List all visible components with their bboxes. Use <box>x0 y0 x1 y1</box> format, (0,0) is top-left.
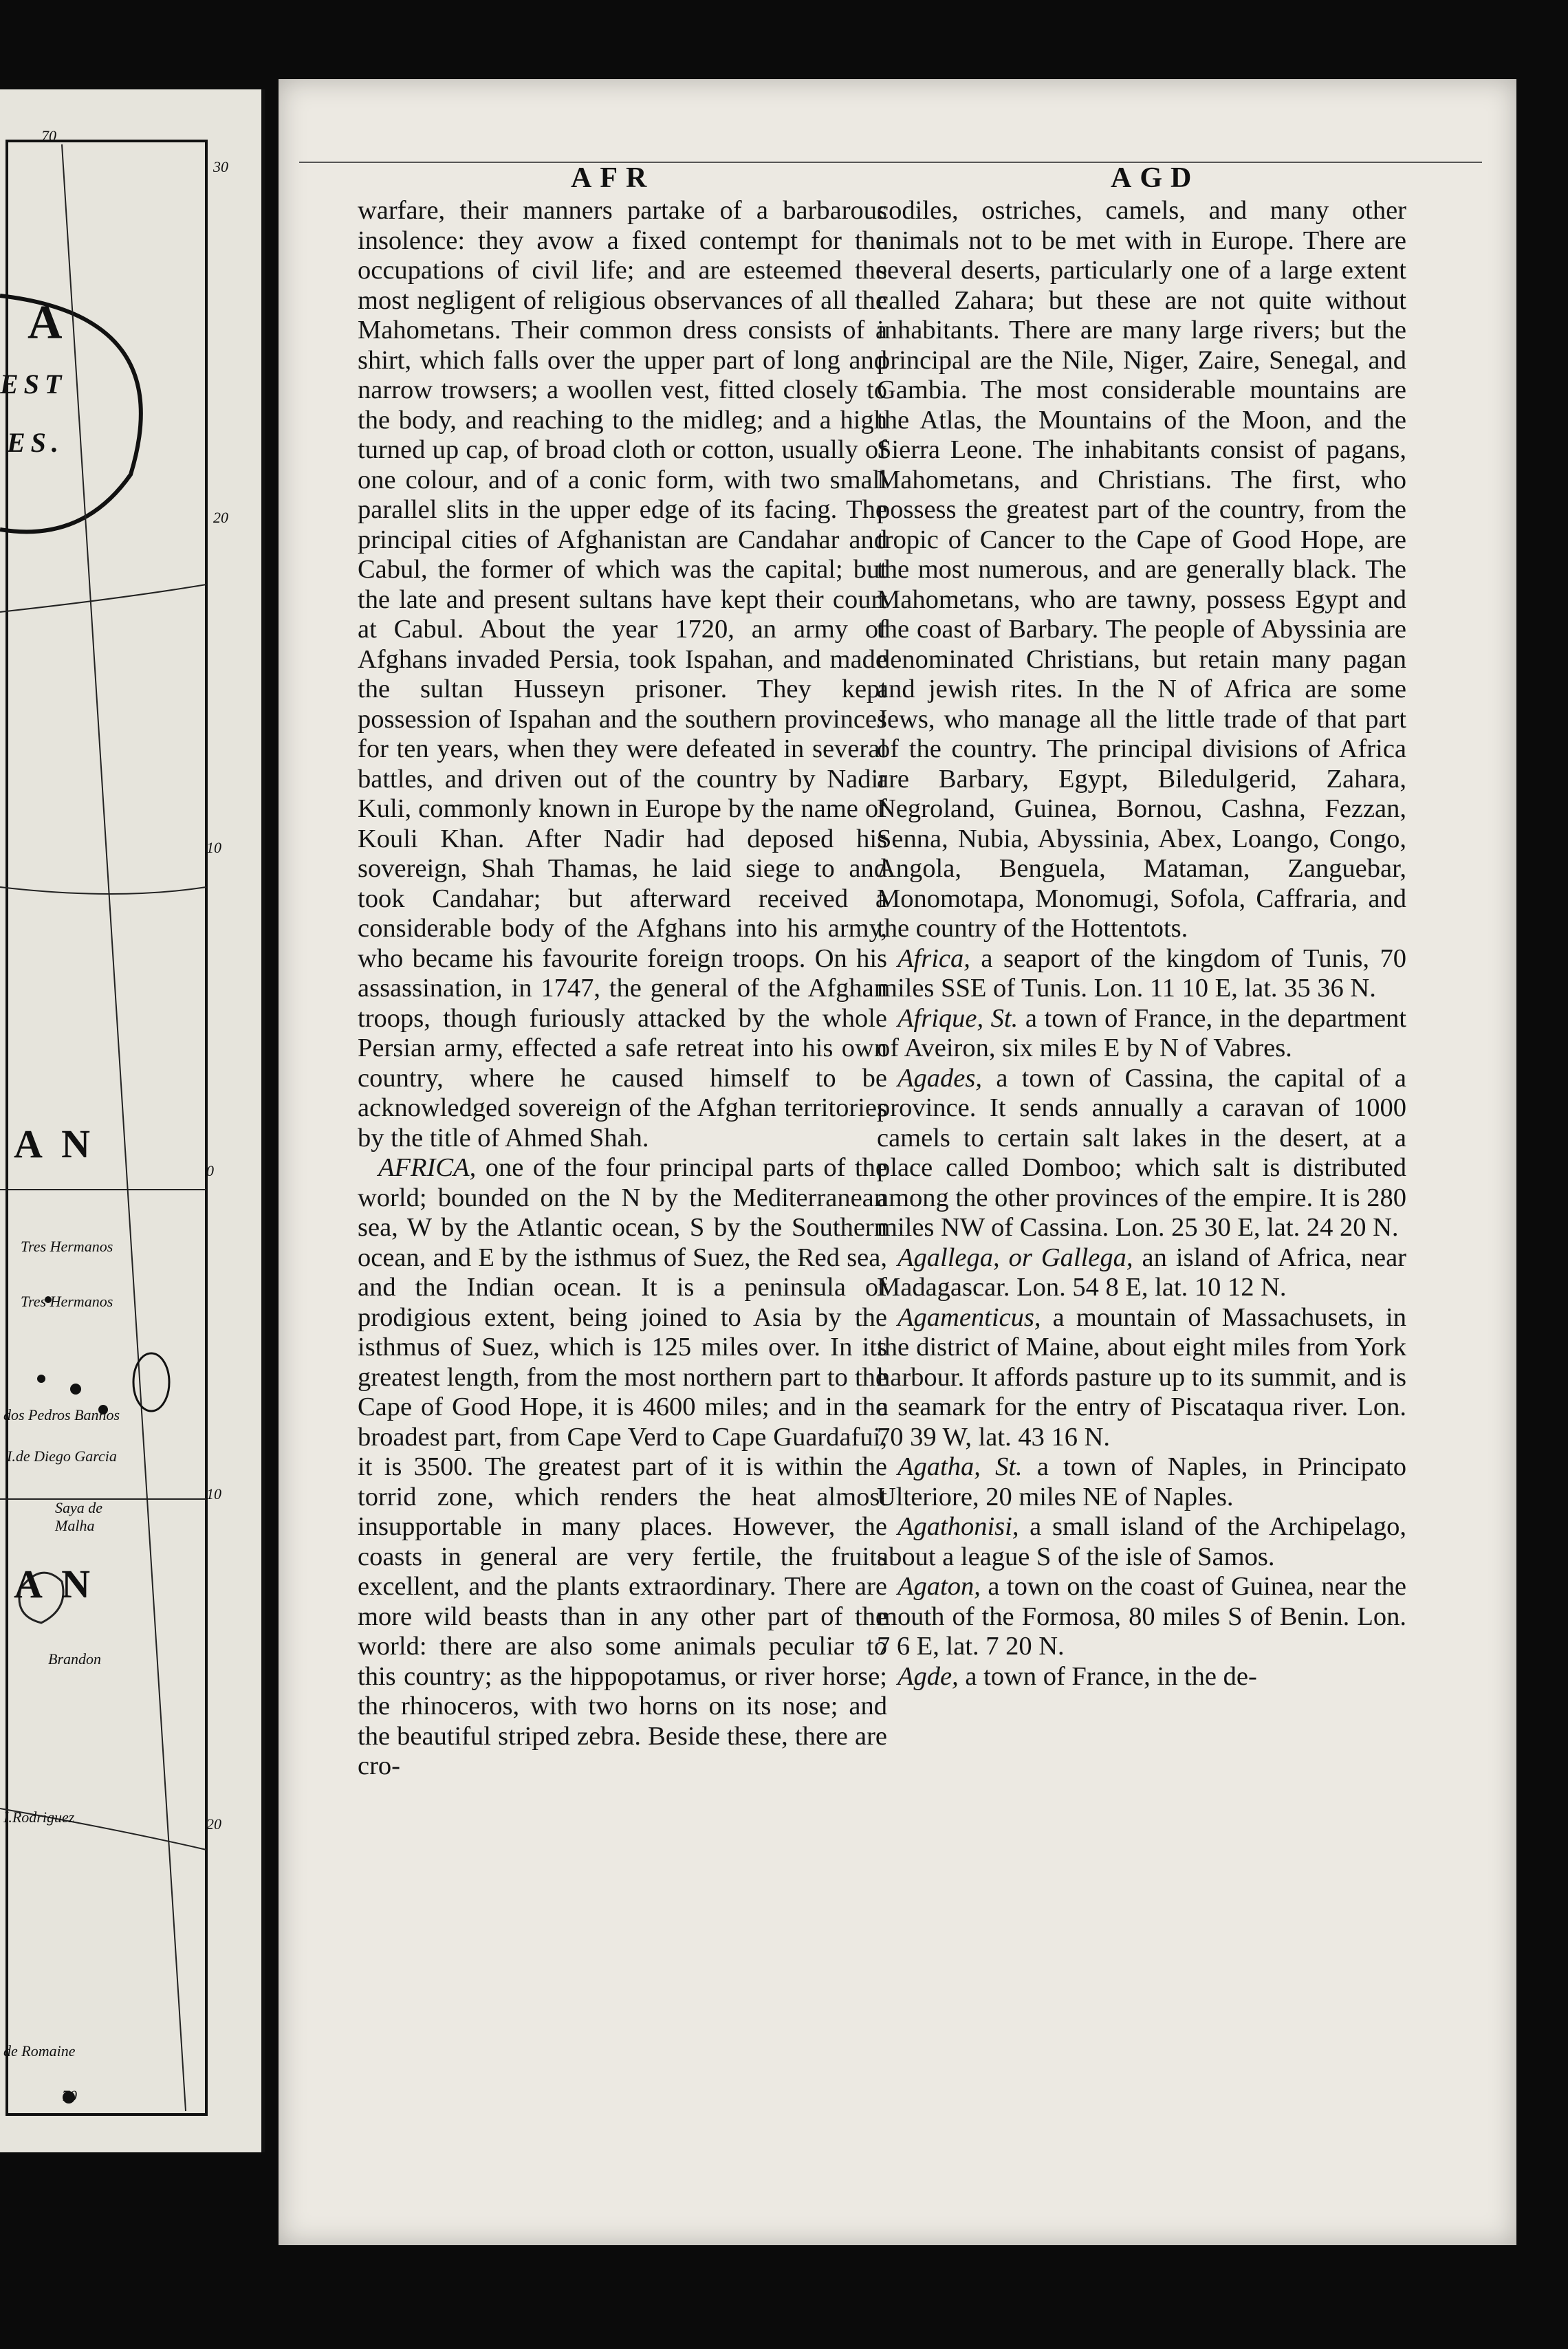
map-label: Brandon <box>48 1650 101 1668</box>
dictionary-entry <box>877 1303 1406 1453</box>
map-label: A <box>28 296 69 349</box>
entry-text: a mountain of Massachusets, in the district of Maine, about eight miles from York harbour. It affords pasture up to its summit, and is a seamark for the entry of Piscataqua river. Lon. 70 39 W, lat. 43 16 N. <box>877 1302 1406 1452</box>
map-tick: 20 <box>213 509 228 526</box>
dictionary-entry <box>877 1662 1406 1692</box>
map-tick: 70 <box>41 127 56 144</box>
entry-text: a seaport of the kingdom of Tunis, 70 miles SSE of Tunis. Lon. 11 10 E, lat. 35 36 N. <box>877 943 1407 1003</box>
map-label: de Romaine <box>3 2042 76 2060</box>
entry-text: a small island of the Archipelago, about a league S of the isle of Samos. <box>877 1512 1406 1571</box>
entry-text: an island of Africa, near Madagascar. Lon. 54 8 E, lat. 10 12 N. <box>877 1243 1406 1302</box>
dictionary-entry <box>877 1004 1406 1064</box>
dictionary-entry <box>358 1153 887 1782</box>
entry-term: Africa, <box>897 943 970 973</box>
map-tick: 30 <box>213 158 228 175</box>
map-label: Saya de Malha <box>55 1499 103 1534</box>
map-tick: 70 <box>62 2087 77 2104</box>
map-label: dos Pedros Banhos <box>3 1406 120 1423</box>
map-tick: 10 <box>206 839 221 856</box>
entry-text: one of the four principal parts of the world; bounded on the N by the Mediterranean sea, W by the Atlantic ocean, S by the Southern ocean, and E by the isthmus of Suez, the Red sea, and the Indian ocean. It is a peninsula of prodigious extent, being joined to Asia by the isthmus of Suez, which is 125 miles over. In its greatest length, from the most northern part to the Cape of Good Hope, it is 4600 miles; and in the broadest part, from Cape Verd to Cape Guardafui, it is 3500. The greatest part of it is within the torrid zone, which renders the heat almost insupportable in many places. However, the coasts in general are very fertile, the fruits excellent, and the plants extraordinary. There are more wild beasts than in any other part of the world: there are also some animals peculiar to this country; as the hippopotamus, or river horse; the rhinoceros, with two horns on its nose; and the beautiful striped zebra. Beside these, there are cro- <box>358 1153 888 1780</box>
map-label: Tres Hermanos <box>21 1238 113 1255</box>
entry-text: a town of Cassina, the capital of a province. It sends annually a caravan of 1000 camels to certain salt lakes in the desert, at a place called Domboo; which salt is distributed among the other provinces of the empire. It is 280 miles NW of Cassina. Lon. 25 30 E, lat. 24 20 N. <box>877 1063 1406 1242</box>
dictionary-entry <box>877 1064 1406 1243</box>
entry-term: AFRICA, <box>378 1153 477 1182</box>
entry-text: a town of France, in the department of Aveiron, six miles E by N of Vabres. <box>877 1003 1406 1062</box>
header-right: AGD <box>1111 162 1200 194</box>
dictionary-entry <box>877 1512 1406 1572</box>
entry-text: a town on the coast of Guinea, near the mouth of the Formosa, 80 miles S of Benin. Lon. 7 6 E, lat. 7 20 N. <box>877 1572 1407 1661</box>
entry-term: Agaton, <box>897 1572 981 1601</box>
left-column <box>358 196 887 1782</box>
book-page <box>279 79 1516 2245</box>
entry-term: Afrique, St. <box>897 1003 1019 1033</box>
entry-text: a town of France, in the de- <box>965 1661 1257 1691</box>
entry-term: Agatha, St. <box>897 1452 1023 1481</box>
map-fragment <box>0 89 265 2152</box>
map-label: A N <box>14 1122 96 1166</box>
entry-term: Agathonisi, <box>897 1512 1019 1541</box>
island-outline <box>133 1353 169 1411</box>
map-label: I.de Diego Garcia <box>7 1447 117 1465</box>
dictionary-entry <box>877 944 1406 1004</box>
map-tick: 20 <box>206 1815 221 1833</box>
entry-term: Agamenticus, <box>897 1302 1041 1332</box>
dictionary-entry <box>877 1572 1406 1662</box>
map-tick: 0 <box>206 1162 214 1179</box>
header-left: AFR <box>571 162 655 194</box>
dictionary-entry <box>877 1243 1406 1303</box>
entry-text: a town of Naples, in Principato Ulteriore, 20 miles NE of Naples. <box>877 1452 1406 1511</box>
map-oval <box>0 296 141 532</box>
paragraph: warfare, their manners partake of a barbarous insolence: they avow a fixed contempt for the occupations of civil life; and are esteemed the most negligent of religious observances of all the Mahometans. Their common dress consists of a shirt, which falls over the upper part of long and narrow trowsers; a woollen vest, fitted closely to the body, and reaching to the midleg; and a high turned up cap, of broad cloth or cotton, usually of one colour, and of a conic form, with two small parallel slits in the upper edge of its facing. The principal cities of Afghanistan are Candahar and Cabul, the former of which was the capital; but the late and present sultans have kept their court at Cabul. About the year 1720, an army of Afghans invaded Persia, took Ispahan, and made the sultan Husseyn prisoner. They kept possession of Ispahan and the southern provinces for ten years, when they were defeated in several battles, and driven out of the country by Nadir Kuli, commonly known in Europe by the name of Kouli Khan. After Nadir had deposed his sovereign, Shah Thamas, he laid siege to and took Candahar; but afterward received a considerable body of the Afghans into his army, who became his favourite foreign troops. On his assassination, in 1747, the general of the Afghan troops, though furiously attacked by the whole Persian army, effected a safe retreat into his own country, where he caused himself to be acknowledged sovereign of the Afghan territories by the title of Ahmed Shah. <box>358 196 887 1152</box>
entry-term: Agades, <box>897 1063 982 1093</box>
map-label: A N <box>14 1562 96 1606</box>
dictionary-entry <box>877 1452 1406 1512</box>
map-tick: 10 <box>206 1485 221 1503</box>
map-label: EST <box>0 369 67 400</box>
paragraph: codiles, ostriches, camels, and many other animals not to be met with in Europe. There are several deserts, particularly one of a large extent called Zahara; but these are not quite without inhabitants. There are many large rivers; but the principal are the Nile, Niger, Zaire, Senegal, and Gambia. The most considerable mountains are the Atlas, the Mountains of the Moon, and the Sierra Leone. The inhabitants consist of pagans, Mahometans, and Christians. The first, who possess the greatest part of the country, from the tropic of Cancer to the Cape of Good Hope, are the most numerous, and are generally black. The Mahometans, who are tawny, possess Egypt and the coast of Barbary. The people of Abyssinia are denominated Christians, but retain many pagan and jewish rites. In the N of Africa are some Jews, who manage all the little trade of that part of the country. The principal divisions of Africa are Barbary, Egypt, Biledulgerid, Zahara, Negroland, Guinea, Bornou, Cashna, Fezzan, Senna, Nubia, Abyssinia, Abex, Loango, Congo, Angola, Benguela, Mataman, Zanguebar, Monomotapa, Monomugi, Sofola, Caffraria, and the country of the Hottentots. <box>877 196 1406 943</box>
entry-term: Agallega, or Gallega, <box>897 1243 1133 1272</box>
map-label: Tres Hermanos <box>21 1293 113 1310</box>
map-label: I.Rodriguez <box>3 1809 75 1826</box>
entry-term: Agde, <box>897 1661 959 1691</box>
right-column <box>877 196 1406 1692</box>
map-label: ES. <box>7 427 64 458</box>
